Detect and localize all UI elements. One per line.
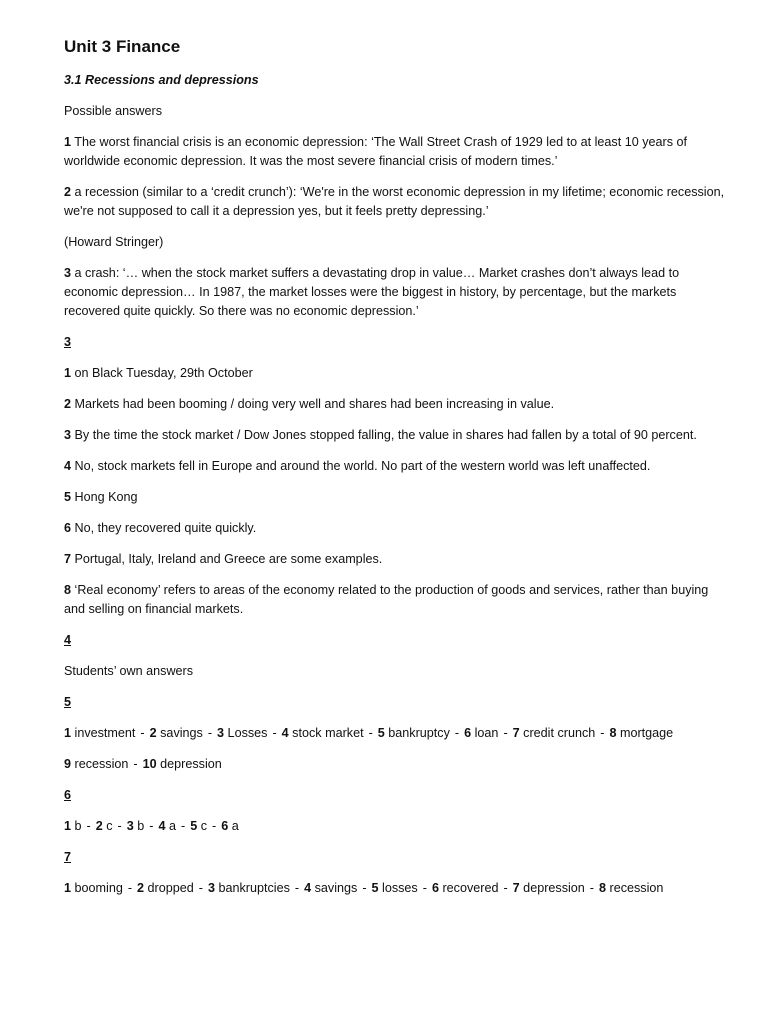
answer-text: a crash: ‘… when the stock market suffers a devastating drop in value… Market crashes don’t always lead to economic depression… In 1987, the market losses were the biggest in history, by percentage, but the markets recovered quite quickly. So there was no economic depression.’ xyxy=(64,266,680,318)
item-number: 5 xyxy=(377,726,385,740)
list-item xyxy=(64,364,728,383)
item-text: dropped xyxy=(144,881,194,895)
answer-item xyxy=(64,881,123,895)
answer-item xyxy=(464,726,498,740)
item-text: recovered xyxy=(438,881,499,895)
section-3-list xyxy=(64,364,728,619)
item-text: booming xyxy=(71,881,123,895)
answer-number: 1 xyxy=(64,135,72,149)
item-number: 7 xyxy=(512,881,520,895)
answer-item xyxy=(432,881,499,895)
item-text: By the time the stock market / Dow Jones stopped falling, the value in shares had fallen by a total of 90 percent. xyxy=(71,428,697,442)
answer-item xyxy=(282,726,364,740)
item-text: a xyxy=(165,819,177,833)
separator: - xyxy=(133,757,138,771)
item-number: 1 xyxy=(64,881,72,895)
item-text: No, stock markets fell in Europe and around the world. No part of the western world was left unaffected. xyxy=(71,459,651,473)
answer-item xyxy=(143,757,222,771)
answer-number: 3 xyxy=(64,266,72,280)
answer-1 xyxy=(64,133,728,171)
section-subtitle: 3.1 Recessions and depressions xyxy=(64,73,259,87)
answer-number: 2 xyxy=(64,185,72,199)
separator: - xyxy=(422,881,427,895)
section-6-row xyxy=(64,817,728,836)
answer-item xyxy=(127,819,145,833)
separator: - xyxy=(503,881,508,895)
separator: - xyxy=(368,726,373,740)
item-text: investment xyxy=(71,726,136,740)
answer-item xyxy=(513,726,596,740)
item-number: 2 xyxy=(95,819,103,833)
item-number: 4 xyxy=(281,726,289,740)
item-number: 1 xyxy=(64,366,72,380)
item-text: c xyxy=(102,819,113,833)
section-heading-7: 7 xyxy=(64,850,72,864)
item-number: 2 xyxy=(137,881,145,895)
item-text: b xyxy=(71,819,82,833)
answer-item xyxy=(513,881,585,895)
answer-item xyxy=(217,726,267,740)
answer-item xyxy=(208,881,290,895)
item-text: stock market xyxy=(288,726,364,740)
item-number: 3 xyxy=(207,881,215,895)
separator: - xyxy=(149,819,154,833)
item-number: 1 xyxy=(64,726,72,740)
page-title: Unit 3 Finance xyxy=(64,37,181,56)
item-text: depression xyxy=(519,881,585,895)
separator: - xyxy=(272,726,277,740)
list-item xyxy=(64,426,728,445)
item-number: 2 xyxy=(64,397,72,411)
item-text: credit crunch xyxy=(519,726,596,740)
answer-item xyxy=(378,726,450,740)
item-number: 6 xyxy=(464,726,472,740)
section-7-row xyxy=(64,879,728,898)
item-number: 5 xyxy=(190,819,198,833)
item-text: bankruptcies xyxy=(214,881,290,895)
separator: - xyxy=(86,819,91,833)
separator: - xyxy=(117,819,122,833)
item-number: 9 xyxy=(64,757,72,771)
answer-item xyxy=(599,881,663,895)
separator: - xyxy=(207,726,213,740)
answer-3 xyxy=(64,264,728,321)
intro-text: Possible answers xyxy=(64,104,162,118)
answer-item xyxy=(137,881,194,895)
separator: - xyxy=(127,881,133,895)
list-item xyxy=(64,488,728,507)
separator: - xyxy=(198,881,203,895)
item-number: 6 xyxy=(221,819,229,833)
answer-item xyxy=(372,881,418,895)
answer-item xyxy=(221,819,239,833)
item-text: recession xyxy=(71,757,129,771)
separator: - xyxy=(589,881,594,895)
item-text: ‘Real economy’ refers to areas of the economy related to the production of goods and services, rather than buying and selling on financial markets. xyxy=(64,583,709,616)
attribution: (Howard Stringer) xyxy=(64,235,164,249)
item-number: 3 xyxy=(64,428,72,442)
answer-item xyxy=(96,819,113,833)
item-number: 4 xyxy=(64,459,72,473)
section-heading-4: 4 xyxy=(64,633,72,647)
item-number: 8 xyxy=(609,726,617,740)
list-item xyxy=(64,519,728,538)
item-number: 8 xyxy=(64,583,72,597)
item-number: 6 xyxy=(64,521,72,535)
item-text: b xyxy=(133,819,145,833)
answer-2 xyxy=(64,183,728,221)
item-number: 3 xyxy=(126,819,134,833)
item-number: 2 xyxy=(149,726,157,740)
section-heading-5: 5 xyxy=(64,695,72,709)
item-number: 3 xyxy=(217,726,225,740)
item-text: mortgage xyxy=(616,726,674,740)
section-5-row-2 xyxy=(64,755,728,774)
answer-text: a recession (similar to a ‘credit crunch’): ‘We're in the worst economic depression in my lifetime; economic recession, we're not supposed to call it a depression yes, but it feels pretty depressing.’ xyxy=(64,185,725,218)
item-text: recession xyxy=(606,881,664,895)
item-text: losses xyxy=(378,881,418,895)
item-text: savings xyxy=(156,726,203,740)
item-number: 4 xyxy=(158,819,166,833)
item-number: 5 xyxy=(64,490,72,504)
item-number: 10 xyxy=(142,757,157,771)
answer-item xyxy=(64,726,135,740)
answer-item xyxy=(158,819,176,833)
item-text: a xyxy=(228,819,239,833)
list-item xyxy=(64,457,728,476)
separator: - xyxy=(294,881,300,895)
answer-item xyxy=(64,757,128,771)
item-text: No, they recovered quite quickly. xyxy=(71,521,257,535)
list-item xyxy=(64,581,728,619)
item-number: 8 xyxy=(599,881,607,895)
section-4-text: Students’ own answers xyxy=(64,664,194,678)
item-text: Portugal, Italy, Ireland and Greece are some examples. xyxy=(71,552,383,566)
separator: - xyxy=(362,881,367,895)
section-5-row-1 xyxy=(64,724,728,743)
item-text: loan xyxy=(471,726,499,740)
item-number: 6 xyxy=(431,881,439,895)
answer-item xyxy=(64,819,82,833)
separator: - xyxy=(212,819,217,833)
item-number: 7 xyxy=(64,552,72,566)
separator: - xyxy=(503,726,508,740)
item-text: Markets had been booming / doing very well and shares had been increasing in value. xyxy=(71,397,555,411)
item-text: depression xyxy=(156,757,222,771)
separator: - xyxy=(181,819,186,833)
item-text: Hong Kong xyxy=(71,490,138,504)
item-text: bankruptcy xyxy=(384,726,450,740)
answer-item xyxy=(304,881,357,895)
item-number: 5 xyxy=(371,881,379,895)
separator: - xyxy=(140,726,145,740)
answer-text: The worst financial crisis is an economic depression: ‘The Wall Street Crash of 1929 led to at least 10 years of worldwide economic depression. It was the most severe financial crisis of modern times.’ xyxy=(64,135,688,168)
item-number: 1 xyxy=(64,819,72,833)
item-number: 7 xyxy=(512,726,520,740)
list-item xyxy=(64,395,728,414)
separator: - xyxy=(600,726,605,740)
list-item xyxy=(64,550,728,569)
section-heading-3: 3 xyxy=(64,335,72,349)
section-heading-6: 6 xyxy=(64,788,72,802)
answer-item xyxy=(609,726,673,740)
item-number: 4 xyxy=(304,881,312,895)
answer-item xyxy=(150,726,203,740)
separator: - xyxy=(454,726,460,740)
answer-item xyxy=(190,819,207,833)
item-text: c xyxy=(197,819,208,833)
item-text: on Black Tuesday, 29th October xyxy=(71,366,253,380)
item-text: Losses xyxy=(224,726,268,740)
item-text: savings xyxy=(311,881,358,895)
